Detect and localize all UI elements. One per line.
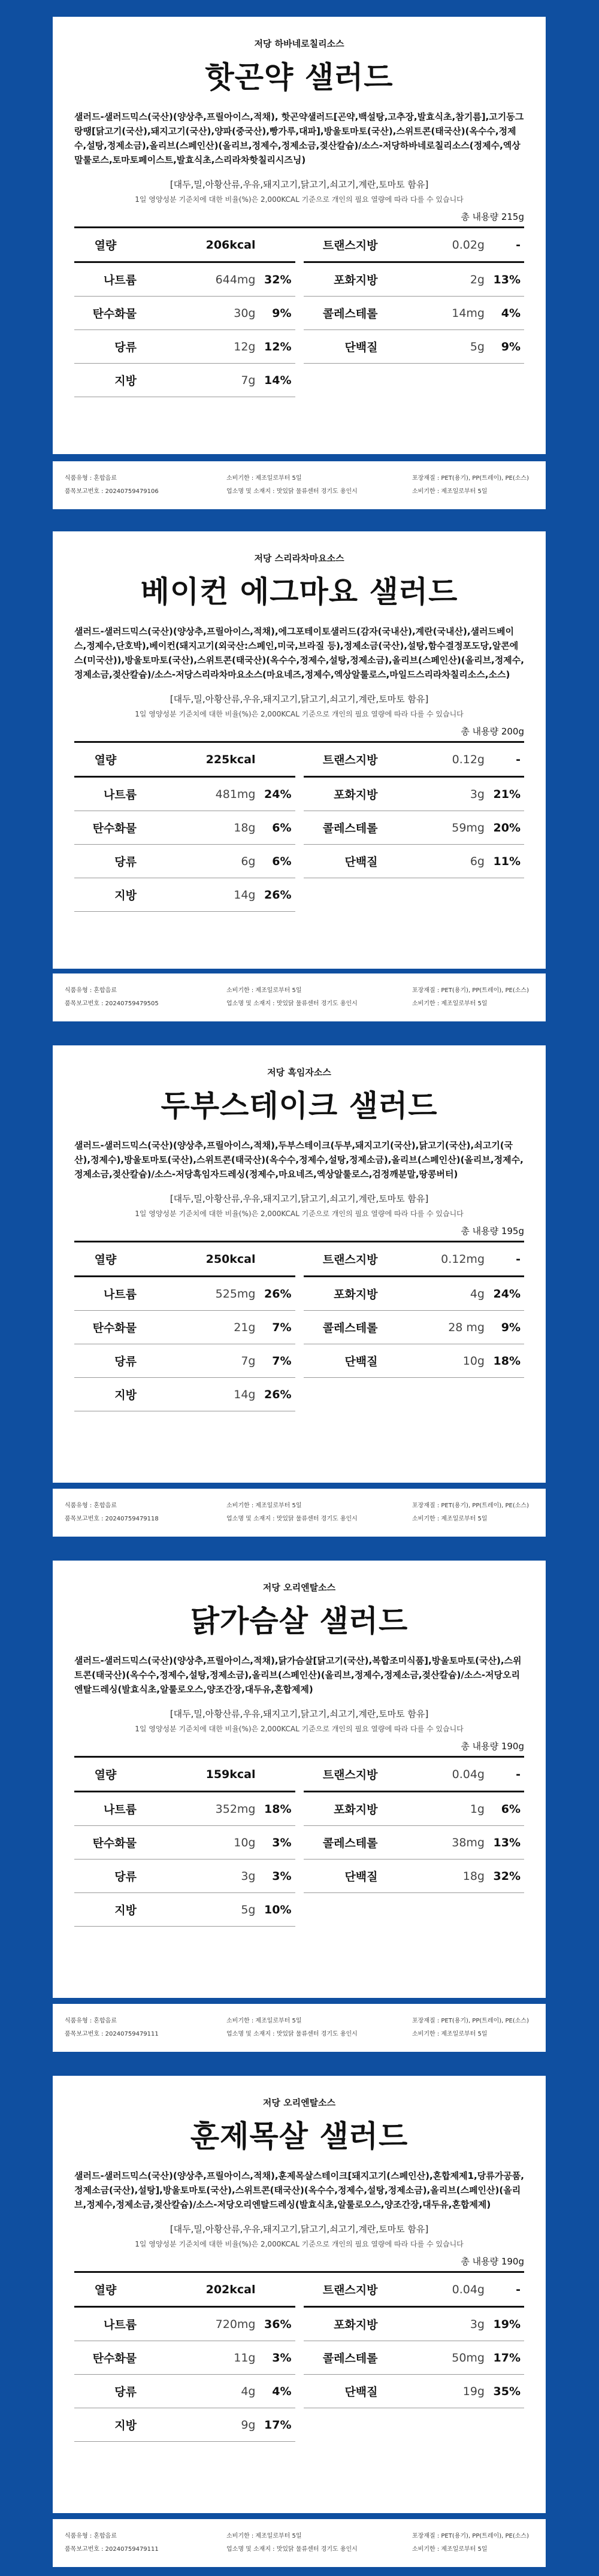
food-type: 식품유형 : 혼합음료 [65, 1502, 117, 1509]
expiry-info: 소비기한 : 제조일로부터 5일 [226, 1502, 302, 1509]
nutrition-row [74, 2408, 295, 2442]
nutrient-amount: 481mg [215, 787, 256, 801]
nutrient-percent: 9% [501, 1320, 521, 1334]
nutrient-label: 나트륨 [103, 788, 137, 802]
nutrition-row [74, 811, 295, 845]
footer-column [226, 1499, 358, 1526]
sauce-subtitle: 저당 오리엔탈소스 [262, 1582, 336, 1593]
nutrient-amount: 59mg [452, 821, 485, 835]
report-number: 품목보고번호 : 20240759479111 [65, 2031, 159, 2037]
footer-column [65, 2015, 159, 2041]
nutrient-label: 당류 [114, 1870, 137, 1883]
expiry-info: 소비기한 : 제조일로부터 5일 [226, 2018, 302, 2024]
company-info: 업소명 및 소재지 : 맛있닭 물류센터 경기도 용인시 [226, 488, 358, 495]
nutrient-percent: 11% [493, 854, 521, 868]
nutrition-row [74, 1792, 295, 1826]
footer-column [226, 984, 358, 1011]
nutrient-amount: 720mg [215, 2317, 256, 2331]
product-card [53, 17, 546, 454]
nutrient-amount: 14mg [452, 306, 485, 320]
nutrient-label: 단백질 [344, 1870, 378, 1883]
nutrient-label: 당류 [114, 1355, 137, 1368]
nutrient-percent: 7% [272, 1320, 292, 1334]
nutrition-row [74, 1826, 295, 1860]
nutrient-label: 탄수화물 [92, 307, 137, 321]
nutrient-percent: 32% [493, 1869, 521, 1883]
nutrition-row [304, 811, 525, 845]
nutrient-amount: 19g [462, 2384, 485, 2398]
product-title: 닭가슴살 샐러드 [190, 1604, 409, 1638]
nutrient-percent: 14% [264, 373, 292, 387]
nutrient-label: 열량 [94, 2284, 117, 2297]
nutrition-row [304, 743, 525, 778]
nutrition-table [74, 2271, 524, 2442]
nutrient-amount: 0.04g [452, 1767, 485, 1781]
nutrition-row [304, 2341, 525, 2375]
nutrition-row [74, 2308, 295, 2341]
nutrient-percent: 19% [493, 2317, 521, 2331]
nutrient-label: 트랜스지방 [322, 239, 378, 252]
nutrient-amount: 352mg [215, 1802, 256, 1816]
nutrition-row [74, 1893, 295, 1927]
nutrition-row [74, 2341, 295, 2375]
nutrient-amount: 5g [241, 1903, 256, 1916]
nutrient-amount: 11g [234, 2351, 256, 2365]
footer-column [65, 1499, 159, 1526]
nutrient-label: 지방 [114, 374, 137, 388]
nutrition-row [304, 1758, 525, 1792]
sauce-subtitle: 저당 스리라차마요소스 [254, 553, 344, 564]
nutrition-row [74, 878, 295, 912]
nutrition-row [304, 330, 525, 364]
footer-column [226, 472, 358, 498]
expiry-info: 소비기한 : 제조일로부터 5일 [412, 488, 488, 495]
nutrition-row [304, 2273, 525, 2308]
nutrient-label: 포화지방 [334, 788, 378, 802]
footer-column [412, 2530, 529, 2556]
nutrition-table [74, 1241, 524, 1411]
nutrient-amount: 0.02g [452, 238, 485, 252]
nutrient-amount: 525mg [215, 1287, 256, 1301]
expiry-info: 소비기한 : 제조일로부터 5일 [226, 2533, 302, 2539]
nutrient-percent: 13% [493, 1836, 521, 1849]
nutrient-amount: 2g [470, 273, 485, 286]
nutrient-percent: 3% [272, 1869, 292, 1883]
nutrient-label: 나트륨 [103, 1288, 137, 1301]
nutrition-row [304, 1792, 525, 1826]
ingredients-text: 샐러드-샐러드믹스(국산)(양상추,프릴아이스,적채), 핫곤약샐러드[곤약,백설탕,고추장,발효식초,참기름],고기동그랑땡[닭고기(국산),돼지고기(국산),양파(중국산),빵가루,대파],방울토마토(국산),스위트콘(태국산)(옥수수,정제수,설탕,정제소금),올리브(스페인산)(올리브,정제수,정제소금,젖산칼슘)/소스-저당하바네로칠리소스(정제수,엑상말룰로스,토마토페이스트,발효식초,스리라차핫칠리시즈닝) [74, 111, 524, 165]
nutrient-percent: 24% [264, 787, 292, 801]
allergy-text: [대두,밀,아황산류,우유,돼지고기,닭고기,쇠고기,계란,토마토 함유] [170, 694, 429, 705]
nutrient-amount: 30g [234, 306, 256, 320]
nutrition-row [304, 1242, 525, 1277]
nutrient-percent: 18% [493, 1354, 521, 1368]
company-info: 업소명 및 소재지 : 맛있닭 물류센터 경기도 용인시 [226, 2546, 358, 2553]
nutrient-percent: 18% [264, 1802, 292, 1816]
nutrient-label: 단백질 [344, 855, 378, 869]
product-title: 베이컨 에그마요 샐러드 [140, 575, 458, 609]
nutrient-percent: - [516, 238, 521, 252]
nutrient-label: 지방 [114, 1389, 137, 1402]
packaging-info: 포장재질 : PET(용기), PP(트레이), PE(소스) [412, 1502, 529, 1509]
ingredients-text: 샐러드-샐러드믹스(국산)(양상추,프릴아이스,적채),두부스테이크(두부,돼지고기(국산),닭고기(국산),쇠고기(국산),정제수),방울토마토(국산),스위트콘(태국산)(옥수수,정제수,설탕,정제소금),올리브(스페인산)(올리브,정제수,정제소금,젖산칼슘)/소스-저당흑임자드레싱(정제수,마요네즈,엑상알룰로스,검정깨분말,땅콩버터) [74, 1140, 524, 1180]
nutrient-amount: 7g [241, 373, 256, 387]
nutrient-label: 콜레스테롤 [322, 822, 378, 835]
nutrition-row [74, 263, 295, 297]
nutrient-percent: 12% [264, 340, 292, 353]
packaging-info: 포장재질 : PET(용기), PP(트레이), PE(소스) [412, 475, 529, 482]
nutrition-row [304, 297, 525, 330]
nutrient-label: 단백질 [344, 2385, 378, 2399]
expiry-info: 소비기한 : 제조일로부터 5일 [226, 987, 302, 994]
nutrition-column-right [304, 743, 525, 912]
nutrition-row [74, 743, 295, 778]
allergy-text: [대두,밀,아황산류,우유,돼지고기,닭고기,쇠고기,계란,토마토 함유] [170, 2224, 429, 2235]
nutrient-amount: 159kcal [205, 1767, 256, 1781]
footer-column [65, 2530, 159, 2556]
product-title: 핫곤약 샐러드 [205, 60, 394, 95]
sauce-subtitle: 저당 오리엔탈소스 [262, 2097, 336, 2108]
nutrient-percent: 4% [501, 306, 521, 320]
nutrition-row [304, 2308, 525, 2341]
total-content: 총 내용량 200g [461, 726, 524, 737]
nutrition-column-left [74, 228, 295, 397]
nutrition-row [304, 1344, 525, 1378]
daily-value-note: 1일 영양성분 기준치에 대한 비율(%)은 2,000KCAL 기준으로 개인의 필요 열량에 따라 다를 수 있습니다 [135, 1210, 464, 1218]
footer-column [226, 2015, 358, 2041]
nutrition-column-right [304, 2273, 525, 2442]
sauce-subtitle: 저당 하바네로칠리소스 [254, 38, 344, 49]
nutrition-row [74, 1277, 295, 1311]
nutrient-percent: 6% [501, 1802, 521, 1816]
nutrient-amount: 3g [470, 2317, 485, 2331]
footer-column [412, 472, 529, 498]
nutrition-row [74, 297, 295, 330]
nutrient-percent: 3% [272, 2351, 292, 2365]
nutrient-amount: 3g [470, 787, 485, 801]
nutrient-amount: 0.12g [452, 752, 485, 766]
nutrient-amount: 206kcal [205, 238, 256, 252]
nutrient-label: 당류 [114, 855, 137, 869]
nutrition-table [74, 741, 524, 912]
report-number: 품목보고번호 : 20240759479106 [65, 488, 159, 495]
nutrition-row [74, 330, 295, 364]
product-footer [53, 2519, 546, 2567]
nutrient-label: 지방 [114, 2419, 137, 2432]
nutrition-row [74, 1860, 295, 1893]
nutrition-row [304, 228, 525, 263]
nutrient-amount: 18g [462, 1869, 485, 1883]
nutrient-amount: 12g [234, 340, 256, 353]
product-title: 두부스테이크 샐러드 [161, 1089, 438, 1123]
nutrient-amount: 6g [241, 854, 256, 868]
nutrient-label: 나트륨 [103, 1803, 137, 1816]
nutrient-amount: 3g [241, 1869, 256, 1883]
ingredients-text: 샐러드-샐러드믹스(국산)(양상추,프릴아이스,적채),에그포테이토샐러드(감자(국내산),계란(국내산),샐러드베이스,정제수,단호박),베이컨(돼지고기(외국산:스페인,미국,브라질 등),정제소금(국산),설탕,함수결정포도당,알콘에스(미국산)),방울토마토(국산),스위트콘(태국산)(옥수수,정제수,설탕,정제소금),올리브(스페인산)(올리브,정제수,정제소금,젖산칼슘)/소스-저당스리라차마요소스(마요네즈,정제수,엑상알룰로스,마일드스리라차칠리소스,소스) [74, 626, 524, 680]
packaging-info: 포장재질 : PET(용기), PP(트레이), PE(소스) [412, 2018, 529, 2024]
product-footer [53, 973, 546, 1021]
nutrition-row [74, 1378, 295, 1411]
nutrition-row [304, 778, 525, 811]
nutrition-row [74, 845, 295, 878]
nutrient-amount: 250kcal [205, 1252, 256, 1266]
nutrient-label: 트랜스지방 [322, 1768, 378, 1782]
nutrient-amount: 4g [470, 1287, 485, 1301]
nutrition-row [74, 1344, 295, 1378]
company-info: 업소명 및 소재지 : 맛있닭 물류센터 경기도 용인시 [226, 1516, 358, 1522]
product-title: 훈제목살 샐러드 [190, 2119, 409, 2154]
nutrient-amount: 225kcal [205, 752, 256, 766]
footer-column [65, 984, 159, 1011]
nutrition-row [74, 364, 295, 397]
product-card [53, 1045, 546, 1483]
nutrition-column-left [74, 2273, 295, 2442]
nutrient-label: 나트륨 [103, 274, 137, 287]
nutrient-amount: 10g [234, 1836, 256, 1849]
nutrient-label: 콜레스테롤 [322, 2352, 378, 2365]
nutrient-percent: 10% [264, 1903, 292, 1916]
nutrient-percent: - [516, 2282, 521, 2296]
nutrient-label: 지방 [114, 1904, 137, 1917]
nutrient-percent: 6% [272, 821, 292, 835]
nutrition-column-left [74, 743, 295, 912]
nutrition-column-right [304, 1242, 525, 1411]
nutrient-label: 콜레스테롤 [322, 1837, 378, 1850]
nutrient-percent: 26% [264, 1387, 292, 1401]
nutrient-amount: 9g [241, 2418, 256, 2432]
nutrient-amount: 28 mg [448, 1320, 485, 1334]
expiry-info: 소비기한 : 제조일로부터 5일 [412, 2031, 488, 2037]
nutrition-column-left [74, 1758, 295, 1927]
nutrient-label: 포화지방 [334, 1803, 378, 1816]
nutrient-amount: 1g [470, 1802, 485, 1816]
nutrition-row [74, 1311, 295, 1344]
nutrient-label: 콜레스테롤 [322, 307, 378, 321]
nutrient-label: 나트륨 [103, 2318, 137, 2332]
nutrient-label: 열량 [94, 1253, 117, 1266]
nutrient-amount: 0.12mg [441, 1252, 485, 1266]
product-card [53, 531, 546, 969]
food-type: 식품유형 : 혼합음료 [65, 2533, 117, 2539]
allergy-text: [대두,밀,아황산류,우유,돼지고기,닭고기,쇠고기,계란,토마토 함유] [170, 1709, 429, 1719]
nutrient-amount: 18g [234, 821, 256, 835]
nutrient-label: 트랜스지방 [322, 754, 378, 767]
footer-column [226, 2530, 358, 2556]
nutrient-amount: 10g [462, 1354, 485, 1368]
nutrient-percent: 36% [264, 2317, 292, 2331]
food-type: 식품유형 : 혼합음료 [65, 2018, 117, 2024]
product-card [53, 1561, 546, 1998]
product-footer [53, 2004, 546, 2052]
expiry-info: 소비기한 : 제조일로부터 5일 [412, 1000, 488, 1007]
nutrition-row [304, 1826, 525, 1860]
nutrient-percent: 9% [272, 306, 292, 320]
nutrient-percent: 4% [272, 2384, 292, 2398]
expiry-info: 소비기한 : 제조일로부터 5일 [226, 475, 302, 482]
nutrition-row [74, 1758, 295, 1792]
nutrient-percent: 17% [264, 2418, 292, 2432]
total-content: 총 내용량 195g [461, 1226, 524, 1236]
nutrient-label: 포화지방 [334, 2318, 378, 2332]
nutrition-row [304, 1277, 525, 1311]
nutrition-column-left [74, 1242, 295, 1411]
nutrient-label: 지방 [114, 889, 137, 902]
nutrient-percent: 35% [493, 2384, 521, 2398]
nutrient-amount: 50mg [452, 2351, 485, 2365]
nutrient-amount: 202kcal [205, 2282, 256, 2296]
nutrition-row [74, 228, 295, 263]
nutrient-amount: 4g [241, 2384, 256, 2398]
expiry-info: 소비기한 : 제조일로부터 5일 [412, 2546, 488, 2553]
nutrition-row [74, 778, 295, 811]
nutrition-table [74, 1756, 524, 1927]
nutrient-amount: 5g [470, 340, 485, 353]
nutrient-amount: 38mg [452, 1836, 485, 1849]
nutrient-amount: 0.04g [452, 2282, 485, 2296]
nutrient-percent: - [516, 1767, 521, 1781]
nutrient-percent: 17% [493, 2351, 521, 2365]
nutrition-row [304, 1311, 525, 1344]
ingredients-text: 샐러드-샐러드믹스(국산)(양상추,프릴아이스,적채),훈제목살스테이크[돼지고기(스페인산),혼합제제1,당류가공품,정제소금(국산),설탕],방울토마토(국산),스위트콘(태국산)(옥수수,정제수,설탕,정제소금),올리브(스페인산)(올리브,정제수,정제소금,젖산칼슘)/소스-저당오리엔탈드레싱(발효식초,알룰로오스,양조간장,대두유,혼합제제) [74, 2170, 524, 2210]
product-card [53, 2076, 546, 2513]
nutrient-label: 트랜스지방 [322, 2284, 378, 2297]
nutrient-percent: 13% [493, 273, 521, 286]
nutrition-row [304, 2375, 525, 2408]
nutrient-label: 열량 [94, 239, 117, 252]
nutrient-percent: 7% [272, 1354, 292, 1368]
nutrition-row [304, 1860, 525, 1893]
daily-value-note: 1일 영양성분 기준치에 대한 비율(%)은 2,000KCAL 기준으로 개인의 필요 열량에 따라 다를 수 있습니다 [135, 710, 464, 718]
nutrient-amount: 14g [234, 1387, 256, 1401]
allergy-text: [대두,밀,아황산류,우유,돼지고기,닭고기,쇠고기,계란,토마토 함유] [170, 1193, 429, 1204]
expiry-info: 소비기한 : 제조일로부터 5일 [412, 1516, 488, 1522]
nutrient-label: 열량 [94, 754, 117, 767]
nutrient-label: 단백질 [344, 1355, 378, 1368]
nutrient-label: 당류 [114, 341, 137, 354]
nutrient-label: 포화지방 [334, 1288, 378, 1301]
total-content: 총 내용량 215g [461, 211, 524, 222]
food-type: 식품유형 : 혼합음료 [65, 475, 117, 482]
report-number: 품목보고번호 : 20240759479118 [65, 1516, 159, 1522]
nutrient-label: 단백질 [344, 341, 378, 354]
nutrient-percent: - [516, 1252, 521, 1266]
nutrient-label: 콜레스테롤 [322, 1322, 378, 1335]
packaging-info: 포장재질 : PET(용기), PP(트레이), PE(소스) [412, 2533, 529, 2539]
nutrient-percent: 26% [264, 888, 292, 902]
nutrient-percent: 9% [501, 340, 521, 353]
nutrient-label: 탄수화물 [92, 1322, 137, 1335]
product-footer [53, 1489, 546, 1537]
nutrition-row [74, 2273, 295, 2308]
sauce-subtitle: 저당 흑임자소스 [267, 1067, 331, 1078]
nutrition-row [74, 2375, 295, 2408]
nutrient-amount: 14g [234, 888, 256, 902]
company-info: 업소명 및 소재지 : 맛있닭 물류센터 경기도 용인시 [226, 2031, 358, 2037]
nutrition-column-right [304, 228, 525, 397]
product-footer [53, 461, 546, 509]
allergy-text: [대두,밀,아황산류,우유,돼지고기,닭고기,쇠고기,계란,토마토 함유] [170, 179, 429, 190]
nutrient-label: 탄수화물 [92, 822, 137, 835]
nutrition-column-right [304, 1758, 525, 1927]
footer-column [412, 1499, 529, 1526]
nutrient-percent: 21% [493, 787, 521, 801]
nutrient-amount: 6g [470, 854, 485, 868]
food-type: 식품유형 : 혼합음료 [65, 987, 117, 994]
report-number: 품목보고번호 : 20240759479111 [65, 2546, 159, 2553]
nutrient-percent: 32% [264, 273, 292, 286]
nutrient-percent: 20% [493, 821, 521, 835]
packaging-info: 포장재질 : PET(용기), PP(트레이), PE(소스) [412, 987, 529, 994]
nutrient-percent: 26% [264, 1287, 292, 1301]
total-content: 총 내용량 190g [461, 2256, 524, 2267]
nutrition-row [304, 263, 525, 297]
nutrient-label: 탄수화물 [92, 2352, 137, 2365]
total-content: 총 내용량 190g [461, 1741, 524, 1752]
nutrient-amount: 21g [234, 1320, 256, 1334]
nutrient-label: 당류 [114, 2385, 137, 2399]
nutrient-label: 트랜스지방 [322, 1253, 378, 1266]
company-info: 업소명 및 소재지 : 맛있닭 물류센터 경기도 용인시 [226, 1000, 358, 1007]
daily-value-note: 1일 영양성분 기준치에 대한 비율(%)은 2,000KCAL 기준으로 개인의 필요 열량에 따라 다를 수 있습니다 [135, 2240, 464, 2248]
nutrient-percent: 24% [493, 1287, 521, 1301]
nutrient-percent: - [516, 752, 521, 766]
nutrition-row [74, 1242, 295, 1277]
footer-column [412, 2015, 529, 2041]
footer-column [412, 984, 529, 1011]
nutrient-amount: 644mg [215, 273, 256, 286]
nutrient-amount: 7g [241, 1354, 256, 1368]
nutrient-percent: 3% [272, 1836, 292, 1849]
nutrient-label: 열량 [94, 1768, 117, 1782]
nutrient-percent: 6% [272, 854, 292, 868]
nutrient-label: 탄수화물 [92, 1837, 137, 1850]
daily-value-note: 1일 영양성분 기준치에 대한 비율(%)은 2,000KCAL 기준으로 개인의 필요 열량에 따라 다를 수 있습니다 [135, 1725, 464, 1733]
daily-value-note: 1일 영양성분 기준치에 대한 비율(%)은 2,000KCAL 기준으로 개인의 필요 열량에 따라 다를 수 있습니다 [135, 195, 464, 204]
report-number: 품목보고번호 : 20240759479505 [65, 1000, 159, 1007]
nutrition-table [74, 226, 524, 397]
nutrient-label: 포화지방 [334, 274, 378, 287]
footer-column [65, 472, 159, 498]
nutrition-row [304, 845, 525, 878]
ingredients-text: 샐러드-샐러드믹스(국산)(양상추,프릴아이스,적채),닭가슴살[닭고기(국산),복합조미식품],방울토마토(국산),스위트콘(태국산)(옥수수,정제수,설탕,정제소금),올리브(스페인산)(올리브,정제수,정제소금,젖산칼슘)/소스-저당오리엔탈드레싱(발효식초,알룰로오스,양조간장,대두유,혼합제제) [74, 1655, 522, 1695]
